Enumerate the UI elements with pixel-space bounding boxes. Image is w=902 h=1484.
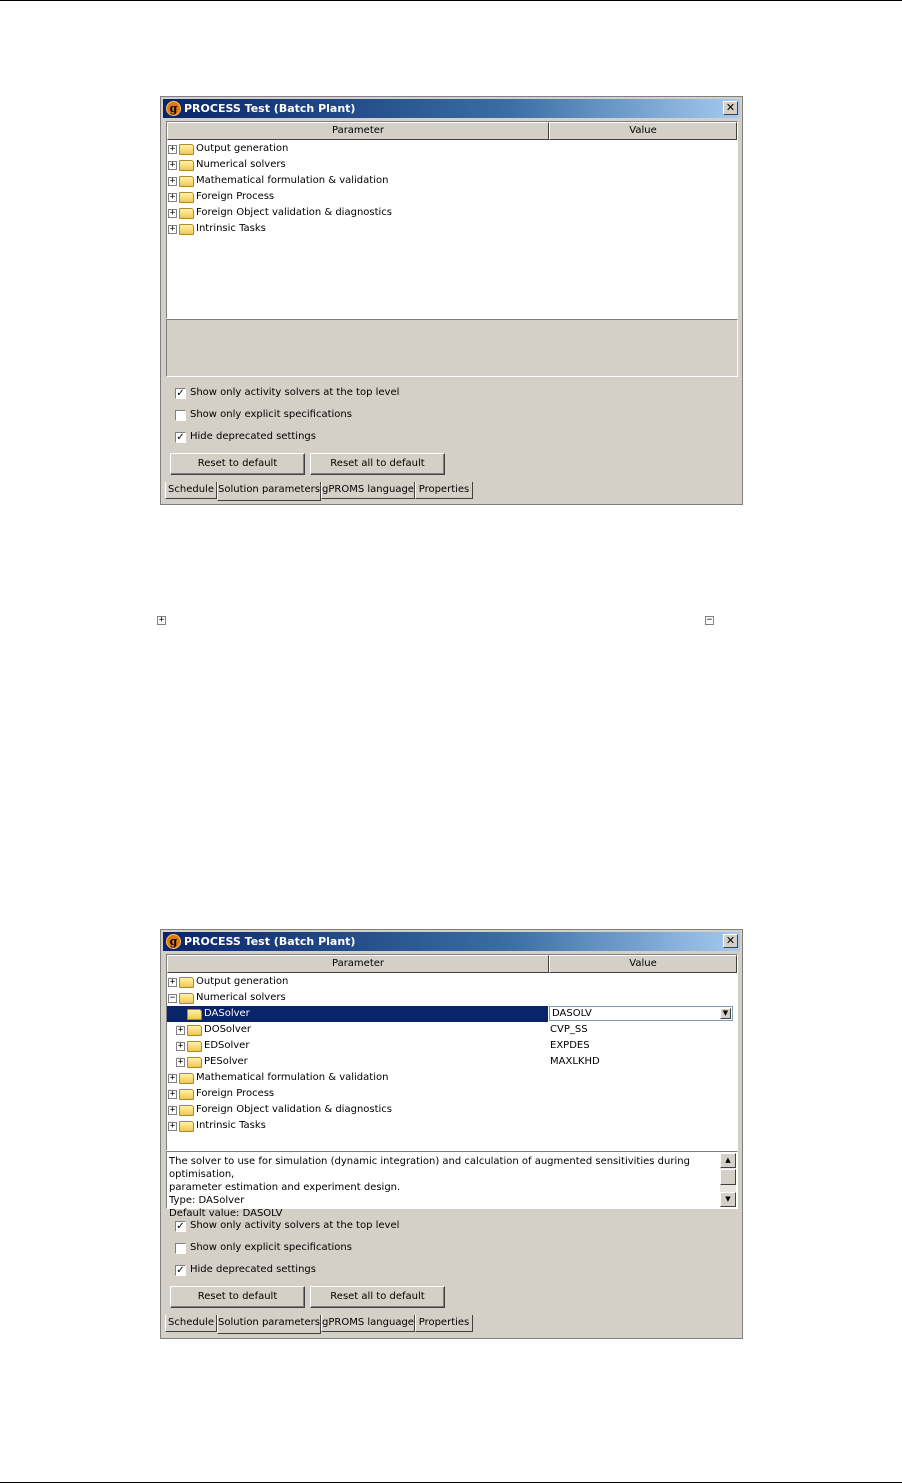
expand-icon[interactable]: + bbox=[169, 192, 176, 202]
folder-icon bbox=[179, 176, 194, 187]
tree-row-value[interactable]: MAXLKHD bbox=[550, 1056, 600, 1067]
column-header-value[interactable]: Value bbox=[549, 955, 737, 973]
tree-row-numerical-solvers[interactable] bbox=[167, 990, 737, 1006]
chevron-down-icon[interactable]: ▼ bbox=[720, 1008, 731, 1019]
expand-icon[interactable]: + bbox=[169, 208, 176, 218]
solution-parameters-window-expanded bbox=[160, 929, 743, 1339]
tab-solution-parameters[interactable]: Solution parameters bbox=[217, 482, 321, 501]
column-header-value[interactable]: Value bbox=[549, 122, 737, 140]
folder-icon bbox=[179, 160, 194, 171]
tree-row-label: EDSolver bbox=[204, 1040, 250, 1051]
tab-gproms-language[interactable]: gPROMS language bbox=[321, 482, 415, 499]
expand-icon[interactable]: + bbox=[169, 224, 176, 234]
folder-open-icon bbox=[179, 993, 194, 1004]
checkbox-label: Show only explicit specifications bbox=[190, 1242, 352, 1253]
folder-icon bbox=[179, 977, 194, 988]
tree-row-label: DOSolver bbox=[204, 1024, 251, 1035]
reset-all-to-default-button[interactable]: Reset all to default bbox=[310, 1286, 445, 1308]
checkbox-box[interactable] bbox=[175, 1243, 186, 1254]
tab-schedule[interactable]: Schedule bbox=[165, 482, 217, 499]
expand-icon[interactable]: + bbox=[169, 1105, 176, 1115]
dropdown-selected-value: DASOLV bbox=[552, 1008, 592, 1019]
expand-icon[interactable]: + bbox=[169, 144, 176, 154]
tab-solution-parameters[interactable]: Solution parameters bbox=[217, 1315, 321, 1334]
checkbox-box[interactable]: ✓ bbox=[176, 1265, 185, 1276]
expand-icon[interactable]: + bbox=[169, 1121, 176, 1131]
tree-row-dasolver[interactable] bbox=[167, 1006, 737, 1022]
tree-row-label: Mathematical formulation & validation bbox=[196, 175, 389, 186]
collapse-icon[interactable] bbox=[176, 1010, 185, 1019]
description-text bbox=[169, 1155, 717, 1220]
folder-icon bbox=[179, 192, 194, 203]
tree-row-dosolver[interactable] bbox=[167, 1022, 737, 1038]
column-header-parameter[interactable]: Parameter bbox=[167, 122, 549, 140]
reset-to-default-button[interactable]: Reset to default bbox=[170, 1286, 305, 1308]
tab-schedule[interactable]: Schedule bbox=[165, 1315, 217, 1332]
description-line: Default value: DASOLV bbox=[169, 1208, 283, 1219]
expand-icon[interactable]: + bbox=[169, 1073, 176, 1083]
tree-row-output-generation[interactable] bbox=[167, 974, 737, 990]
tree-row-intrinsic-tasks[interactable] bbox=[167, 1118, 737, 1134]
tree-row-foreign-object[interactable] bbox=[167, 205, 737, 221]
expand-icon[interactable]: + bbox=[169, 160, 176, 170]
folder-icon bbox=[179, 224, 194, 235]
tree-row-label: Numerical solvers bbox=[196, 159, 286, 170]
description-line: Type: DASolver bbox=[169, 1195, 245, 1206]
close-button[interactable]: ✕ bbox=[723, 101, 738, 115]
tree-row-output-generation[interactable] bbox=[167, 141, 737, 157]
solution-parameters-window bbox=[160, 96, 743, 505]
parameter-tree-table bbox=[166, 954, 738, 1151]
tree-row-label: Foreign Process bbox=[196, 191, 275, 202]
description-panel bbox=[166, 1151, 738, 1219]
tree-row-label: DASolver bbox=[204, 1008, 250, 1019]
tree-row-foreign-object[interactable] bbox=[167, 1102, 737, 1118]
window-title-bar[interactable] bbox=[163, 99, 740, 118]
tree-row-label: Numerical solvers bbox=[196, 992, 286, 1003]
dasolver-value-dropdown[interactable] bbox=[549, 1006, 733, 1021]
window-title: PROCESS Test (Batch Plant) bbox=[184, 935, 356, 948]
checkbox-box[interactable]: ✓ bbox=[176, 388, 185, 399]
checkbox-label: Show only explicit specifications bbox=[190, 409, 352, 420]
expand-icon[interactable]: + bbox=[169, 977, 176, 987]
column-header-parameter[interactable]: Parameter bbox=[167, 955, 549, 973]
checkbox-box[interactable] bbox=[175, 410, 186, 421]
folder-icon bbox=[179, 1105, 194, 1116]
folder-icon bbox=[187, 1025, 202, 1036]
tree-row-label: Output generation bbox=[196, 976, 289, 987]
page-bottom-rule bbox=[0, 1482, 902, 1483]
scroll-down-icon[interactable]: ▼ bbox=[720, 1192, 736, 1207]
tree-row-label: Output generation bbox=[196, 143, 289, 154]
description-scrollbar[interactable] bbox=[720, 1153, 736, 1207]
folder-icon bbox=[179, 1089, 194, 1100]
close-button[interactable]: ✕ bbox=[723, 934, 738, 948]
tree-row-label: Intrinsic Tasks bbox=[196, 223, 266, 234]
checkbox-box[interactable]: ✓ bbox=[176, 1221, 185, 1232]
selected-row-highlight bbox=[167, 1006, 548, 1022]
checkbox-label: Show only activity solvers at the top level bbox=[190, 1220, 400, 1231]
folder-icon bbox=[187, 1041, 202, 1052]
folder-icon bbox=[179, 1073, 194, 1084]
expand-icon[interactable]: + bbox=[169, 176, 176, 186]
tree-row-mathematical-formulation[interactable] bbox=[167, 1070, 737, 1086]
description-panel bbox=[166, 319, 738, 377]
folder-icon bbox=[187, 1009, 202, 1020]
reset-to-default-button[interactable]: Reset to default bbox=[170, 453, 305, 475]
tree-row-mathematical-formulation[interactable] bbox=[167, 173, 737, 189]
collapse-icon: − bbox=[706, 615, 713, 625]
tree-row-label: Intrinsic Tasks bbox=[196, 1120, 266, 1131]
tree-row-label: Foreign Object validation & diagnostics bbox=[196, 207, 393, 218]
gproms-logo-icon: g bbox=[166, 934, 181, 949]
tree-row-label: Foreign Object validation & diagnostics bbox=[196, 1104, 393, 1115]
scroll-up-icon[interactable]: ▲ bbox=[720, 1153, 736, 1168]
scroll-thumb[interactable] bbox=[720, 1169, 736, 1185]
gproms-logo-icon: g bbox=[166, 101, 181, 116]
collapse-icon[interactable]: − bbox=[169, 993, 176, 1003]
checkbox-box[interactable]: ✓ bbox=[176, 432, 185, 443]
tree-row-label: PESolver bbox=[204, 1056, 248, 1067]
expand-icon[interactable]: + bbox=[177, 1057, 184, 1067]
checkbox-label: Hide deprecated settings bbox=[190, 431, 316, 442]
tab-properties[interactable]: Properties bbox=[415, 482, 473, 499]
tree-row-pesolver[interactable] bbox=[167, 1054, 737, 1070]
tree-row-value[interactable]: EXPDES bbox=[550, 1040, 590, 1051]
tree-row-value[interactable]: CVP_SS bbox=[550, 1024, 588, 1035]
tab-properties[interactable]: Properties bbox=[415, 1315, 473, 1332]
folder-icon bbox=[179, 208, 194, 219]
expand-icon[interactable]: + bbox=[177, 1025, 184, 1035]
reset-all-to-default-button[interactable]: Reset all to default bbox=[310, 453, 445, 475]
tree-row-foreign-process[interactable] bbox=[167, 189, 737, 205]
expand-icon: + bbox=[158, 615, 165, 625]
tree-row-foreign-process[interactable] bbox=[167, 1086, 737, 1102]
window-title: PROCESS Test (Batch Plant) bbox=[184, 102, 356, 115]
tree-row-intrinsic-tasks[interactable] bbox=[167, 221, 737, 237]
parameter-tree-table bbox=[166, 121, 738, 319]
page-top-rule bbox=[0, 0, 902, 1]
folder-icon bbox=[179, 1121, 194, 1132]
folder-icon bbox=[187, 1057, 202, 1068]
description-line: The solver to use for simulation (dynamic integration) and calculation of augmented sensitivities during optimisation, bbox=[169, 1156, 690, 1180]
tree-row-edsolver[interactable] bbox=[167, 1038, 737, 1054]
checkbox-label: Show only activity solvers at the top level bbox=[190, 387, 400, 398]
tree-row-label: Foreign Process bbox=[196, 1088, 275, 1099]
window-title-bar[interactable] bbox=[163, 932, 740, 951]
expand-icon[interactable]: + bbox=[177, 1041, 184, 1051]
tab-gproms-language[interactable]: gPROMS language bbox=[321, 1315, 415, 1332]
description-line: parameter estimation and experiment design. bbox=[169, 1182, 401, 1193]
checkbox-label: Hide deprecated settings bbox=[190, 1264, 316, 1275]
folder-icon bbox=[179, 144, 194, 155]
tree-row-numerical-solvers[interactable] bbox=[167, 157, 737, 173]
expand-icon[interactable]: + bbox=[169, 1089, 176, 1099]
tree-row-label: Mathematical formulation & validation bbox=[196, 1072, 389, 1083]
